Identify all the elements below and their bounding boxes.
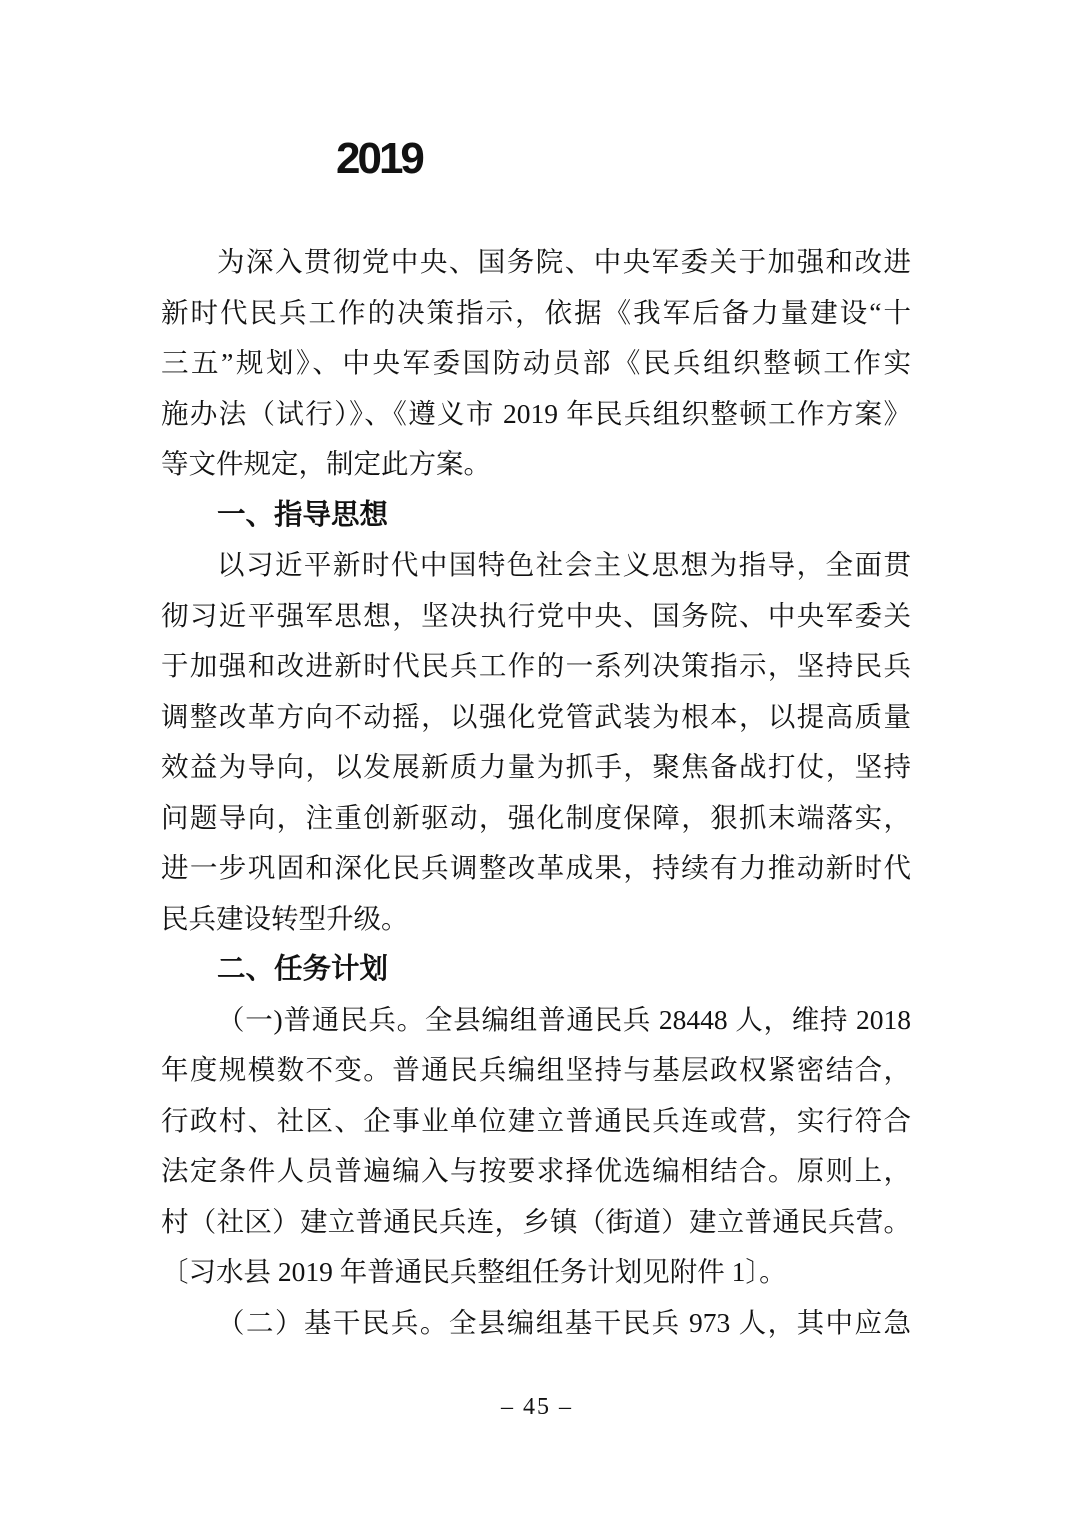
body-line: 问题导向，注重创新驱动，强化制度保障，狠抓末端落实， (161, 801, 911, 833)
body-line: 施办法（试行）》、《遵义市 2019 年民兵组织整顿工作方案》 (161, 397, 911, 429)
page-number: – 45 – (501, 1394, 573, 1420)
body-line: 民兵建设转型升级。 (161, 902, 409, 934)
body-line: 村（社区）建立普通民兵连，乡镇（街道）建立普通民兵营。 (161, 1205, 911, 1237)
section-heading: 二、任务计划 (217, 953, 389, 985)
body-line: 等文件规定，制定此方案。 (161, 448, 491, 479)
body-line: 为深入贯彻党中央、国务院、中央军委关于加强和改进 (217, 246, 911, 277)
body-line: 法定条件人员普遍编入与按要求择优选编相结合。原则上， (161, 1155, 911, 1186)
body-line: （一)普通民兵。全县编组普通民兵 28448 人，维持 2018 (217, 1003, 911, 1035)
body-line: 年度规模数不变。普通民兵编组坚持与基层政权紧密结合， (161, 1054, 911, 1085)
body-line: 调整改革方向不动摇，以强化党管武装为根本，以提高质量 (161, 700, 911, 732)
body-line: 〔习水县 2019 年普通民兵整组任务计划见附件 1〕。 (161, 1256, 787, 1287)
body-line: 行政村、社区、企事业单位建立普通民兵连或营，实行符合 (161, 1104, 911, 1136)
body-line: 进一步巩固和深化民兵调整改革成果，持续有力推动新时代 (161, 852, 911, 883)
body-line: （二）基干民兵。全县编组基干民兵 973 人，其中应急 (217, 1306, 911, 1338)
section-heading: 一、指导思想 (217, 498, 389, 531)
body-line: 于加强和改进新时代民兵工作的一系列决策指示，坚持民兵 (161, 650, 911, 681)
document-title: 2019 (336, 134, 422, 183)
body-line: 新时代民兵工作的决策指示，依据《我军后备力量建设“十 (161, 296, 911, 328)
body-line: 彻习近平强军思想，坚决执行党中央、国务院、中央军委关 (161, 599, 911, 631)
body-line: 以习近平新时代中国特色社会主义思想为指导，全面贯 (217, 549, 911, 580)
body-line: 效益为导向，以发展新质力量为抓手，聚焦备战打仗，坚持 (161, 751, 911, 782)
document-body (161, 237, 911, 1348)
body-line: 三五”规划》、中央军委国防动员部《民兵组织整顿工作实 (161, 347, 911, 378)
